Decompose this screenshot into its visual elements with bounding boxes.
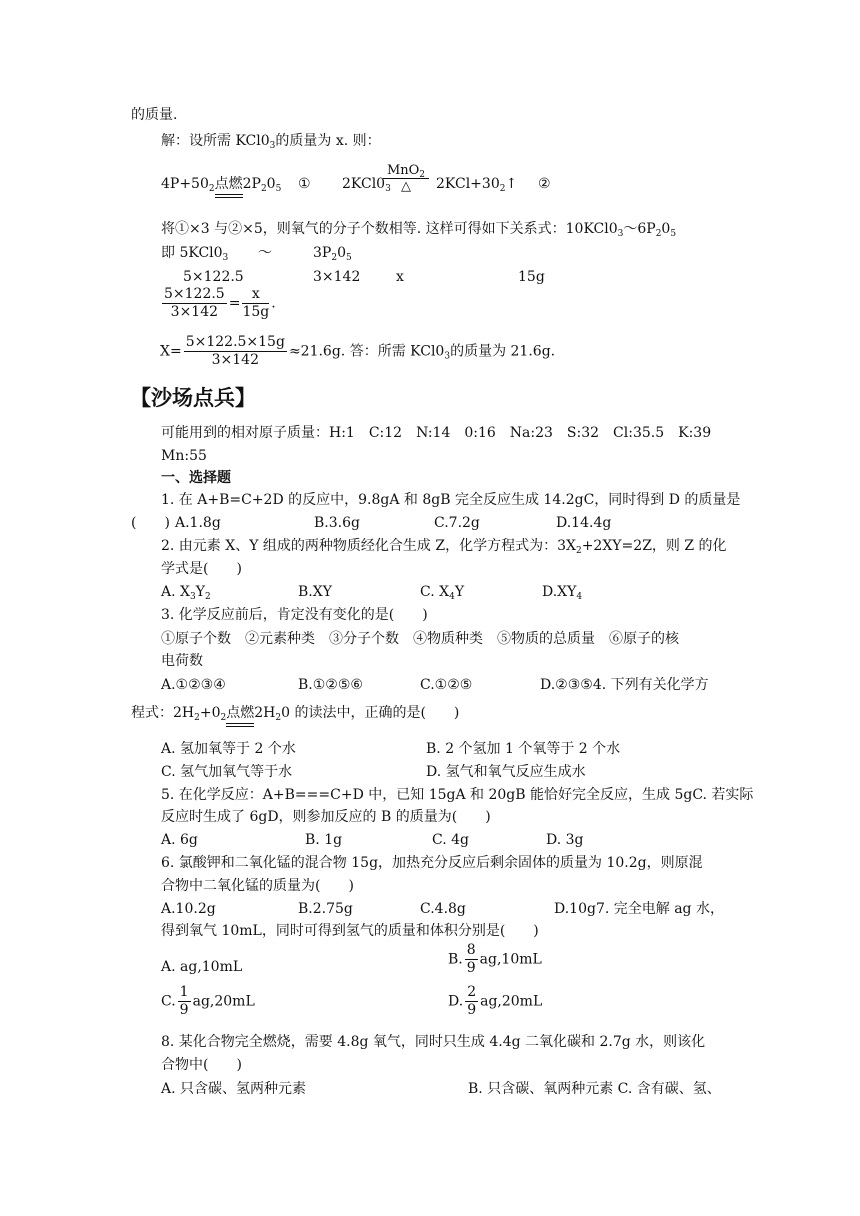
- q5-option-d[interactable]: D. 3g: [546, 832, 584, 848]
- q3-option-b[interactable]: B.①②⑤⑥: [298, 677, 363, 693]
- relation-p2o5: $3P_20_5$: [313, 245, 352, 263]
- q3-option-d[interactable]: D.②③⑤4. 下列有关化学方: [540, 677, 709, 693]
- section-heading: 【沙场点兵】: [130, 386, 256, 410]
- answer-line: X= $\frac{5\times 122.5\times 15g}{3\times 142}$ ≈21.6g. 答：所需 $KCl0_3$的质量为 21.6g.: [160, 334, 556, 368]
- proportion-equation: $\frac{5\times 122.5}{3\times 142}$ = $\frac{x}{15g}$ .: [164, 286, 276, 320]
- equation-1: $4P+50_2$点燃 $2P_20_5$: [161, 175, 281, 193]
- q6-option-c[interactable]: C.4.8g: [420, 901, 466, 917]
- q4-option-a[interactable]: A. 氢加氧等于 2 个水: [161, 741, 296, 757]
- q7-option-c[interactable]: C. $\frac{1}{9}$ ag,20mL: [161, 984, 255, 1018]
- q7-option-b[interactable]: B. $\frac{8}{9}$ ag,10mL: [448, 942, 542, 976]
- q2-option-c[interactable]: C. $X_4Y$: [420, 584, 465, 602]
- q8-option-a[interactable]: A. 只含碳、氢两种元素: [161, 1081, 307, 1097]
- q1-option-d[interactable]: D.14.4g: [556, 515, 612, 531]
- q2-option-b[interactable]: B.XY: [298, 584, 332, 600]
- q3-option-c[interactable]: C.①②⑤: [420, 677, 473, 693]
- q3-option-a[interactable]: A.①②③④: [161, 677, 226, 693]
- equation-1-mark: ①: [298, 176, 311, 192]
- question-3-line-2: ①原子个数 ②元素种类 ③分子个数 ④物质种类 ⑤物质的总质量 ⑥原子的核: [161, 631, 679, 647]
- q6-option-d[interactable]: D.10g7. 完全电解 ag 水，: [554, 901, 724, 917]
- question-8-line-2: 合物中( ): [161, 1057, 242, 1073]
- relation-line: 将①×3 与②×5，则氧气的分子个数相等. 这样可得如下关系式：$10KCl0_3\sim 6P_20_5$: [161, 221, 677, 239]
- question-6-line-2: 合物中二氧化锰的质量为( ): [161, 878, 354, 894]
- equation-2: $2KCl0_3$: [342, 176, 391, 194]
- q4-option-c[interactable]: C. 氢气加氧气等于水: [161, 764, 293, 780]
- q1-option-c[interactable]: C.7.2g: [434, 515, 480, 531]
- question-8: 8. 某化合物完全燃烧，需要 4.8g 氧气，同时只生成 4.4g 二氧化碳和 2.7g 水，则该化: [161, 1034, 706, 1050]
- q7-option-d[interactable]: D. $\frac{2}{9}$ ag,20mL: [448, 984, 543, 1018]
- relation-short: 即 $5KCl0_3$: [161, 245, 229, 263]
- mass-values-c: x: [396, 269, 404, 285]
- question-5: 5. 在化学反应：A+B===C+D 中，已知 15gA 和 20gB 能恰好完全反应，生成 5gC. 若实际: [161, 787, 754, 803]
- mass-values-a: 5×122.5: [183, 269, 244, 285]
- q6-option-b[interactable]: B.2.75g: [298, 901, 353, 917]
- question-2-line-2: 学式是( ): [161, 561, 242, 577]
- q4-option-b[interactable]: B. 2 个氢加 1 个氧等于 2 个水: [426, 741, 621, 757]
- question-2: 2. 由元素 X、Y 组成的两种物质经化合生成 Z，化学方程式为：$3X_2+2XY=2Z$，则 Z 的化: [161, 538, 727, 556]
- multiple-choice-heading: 一、选择题: [161, 470, 231, 486]
- atomic-masses-line-2: Mn:55: [161, 448, 207, 464]
- condition-ignite-2: 点燃: [226, 704, 254, 722]
- q5-option-a[interactable]: A. 6g: [161, 832, 198, 848]
- question-7-line-2: 得到氧气 10mL，同时可得到氢气的质量和体积分别是( ): [161, 923, 539, 939]
- q7-option-a[interactable]: A. ag,10mL: [161, 959, 243, 975]
- question-6: 6. 氯酸钾和二氧化锰的混合物 15g，加热充分反应后剩余固体的质量为 10.2g，则原混: [161, 855, 703, 871]
- question-4: 程式：$2H_2+0_2$点燃 $2H_20$ 的读法中，正确的是( ): [131, 704, 459, 722]
- q5-option-b[interactable]: B. 1g: [305, 832, 343, 848]
- q5-option-c[interactable]: C. 4g: [432, 832, 469, 848]
- intro-line-1: 的质量.: [131, 107, 178, 123]
- q1-option-b[interactable]: B.3.6g: [314, 515, 360, 531]
- q2-option-d[interactable]: $D.XY_4$: [542, 584, 583, 602]
- question-3: 3. 化学反应前后，肯定没有变化的是( ): [161, 607, 428, 623]
- q1-option-a[interactable]: A.1.8g: [175, 515, 221, 531]
- condition-ignite: 点燃: [215, 175, 243, 193]
- q8-option-b[interactable]: B. 只含碳、氧两种元素 C. 含有碳、氢、: [468, 1081, 721, 1097]
- equation-2-products: $2KCl+30_2↑$: [436, 176, 518, 194]
- catalyst-condition: MnO$_2$ △: [383, 163, 429, 194]
- solution-setup: 解：设所需 $KCl0_3$的质量为 x. 则：: [161, 133, 381, 151]
- relation-tilde: ～: [258, 245, 272, 261]
- mass-values-b: 3×142: [313, 269, 361, 285]
- question-1: 1. 在 A+B=C+2D 的反应中，9.8gA 和 8gB 完全反应生成 14.2gC，同时得到 D 的质量是: [161, 492, 741, 508]
- question-1-paren: ( ): [131, 515, 170, 531]
- equation-2-mark: ②: [538, 176, 551, 192]
- q2-option-a[interactable]: A. $X_3Y_2$: [161, 584, 211, 602]
- q4-option-d[interactable]: D. 氢气和氧气反应生成水: [426, 764, 586, 780]
- q6-option-a[interactable]: A.10.2g: [161, 901, 216, 917]
- mass-values-d: 15g: [518, 269, 545, 285]
- question-3-line-3: 电荷数: [161, 653, 203, 669]
- question-5-line-2: 反应时生成了 6gD，则参加反应的 B 的质量为( ): [161, 809, 491, 825]
- atomic-masses-line-1: 可能用到的相对原子质量：H:1 C:12 N:14 0:16 Na:23 S:32 Cl:35.5 K:39: [161, 425, 712, 441]
